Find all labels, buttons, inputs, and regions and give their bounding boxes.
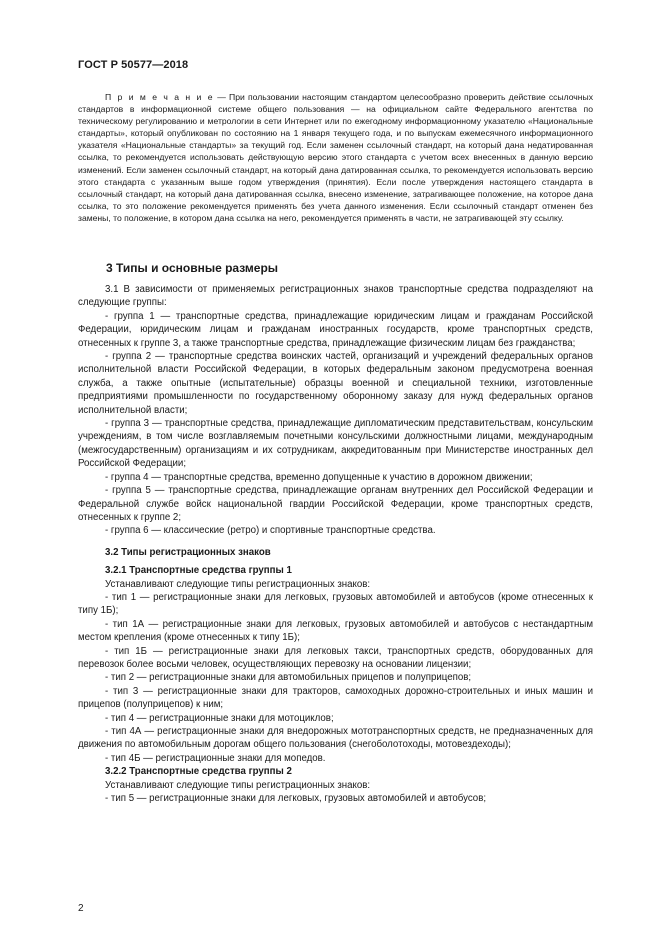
type-item: - тип 2 — регистрационные знаки для автомобильных прицепов и полуприцепов;	[105, 672, 472, 684]
type-item: - тип 1А — регистрационные знаки для легковых, грузовых автомобилей и автобусов с нестандартным местом крепления (кроме отнесенных к типу 1Б);	[78, 618, 593, 644]
subsection-3-2-1-title: 3.2.1 Транспортные средства группы 1	[105, 565, 292, 577]
type-item: - тип 3 — регистрационные знаки для тракторов, самоходных дорожно-строительных и иных машин и прицепов (полуприцепов) к ним;	[78, 685, 593, 711]
intro-paragraph: Устанавливают следующие типы регистрационных знаков:	[105, 779, 371, 791]
group-item: - группа 5 — транспортные средства, принадлежащие органам внутренних дел Российской Федерации и Федеральной службе войск национальной гвардии Российской Федерации, кроме транспортных средств, отнесенных к группе 2;	[78, 485, 593, 523]
section-title: 3 Типы и основные размеры	[106, 261, 279, 275]
intro-paragraph: Устанавливают следующие типы регистрационных знаков:	[105, 578, 371, 590]
type-item: - тип 1Б — регистрационные знаки для легковых такси, транспортных средств, оборудованных для перевозок более восьми человек, осуществляющих перевозку на основании лицензии;	[78, 645, 593, 670]
group-item: - группа 4 — транспортные средства, временно допущенные к участию в дорожном движении;	[105, 471, 533, 483]
type-item: - тип 4А — регистрационные знаки для внедорожных мототранспортных средств, не предназначенных для движения по автомобильным дорогам общего пользования (снегоболотоходы, мотовездеходы);	[78, 726, 593, 751]
note-paragraph	[78, 91, 593, 224]
note-label: П р и м е ч а н и е	[105, 92, 215, 102]
subsection-3-2-title: 3.2 Типы регистрационных знаков	[105, 546, 271, 558]
note-block	[78, 91, 593, 224]
page-number: 2	[78, 903, 84, 914]
subsection-3-2-2-title: 3.2.2 Транспортные средства группы 2	[105, 766, 292, 778]
paragraph-3-1: 3.1 В зависимости от применяемых регистрационных знаков транспортные средства подразделяют на следующие группы:	[78, 284, 593, 309]
group-item: - группа 3 — транспортные средства, принадлежащие дипломатическим представительствам, консульским учреждениям, в том числе возглавляемым почетными консульскими должностными лицами, международным (межгосударственным) организациям и их сотрудникам, аккредитованным при Министерстве иностранных дел Российской Федерации;	[78, 418, 593, 470]
type-item: - тип 1 — регистрационные знаки для легковых, грузовых автомобилей и автобусов (кроме отнесенных к типу 1Б);	[78, 591, 593, 617]
type-item: - тип 4Б — регистрационные знаки для мопедов.	[105, 752, 326, 764]
group-item: - группа 1 — транспортные средства, принадлежащие юридическим лицам и гражданам Российской Федерации, юридическим лицам и гражданам иностранных государств, кроме транспортных средств, отнесенных к группе 3, а также транспортные средства, принадлежащие физическим лицам без гражданства;	[78, 310, 593, 349]
group-item: - группа 2 — транспортные средства воинских частей, организаций и учреждений федеральных органов исполнительной власти Российской Федерации, в которых федеральным законом предусмотрена военная служба, а также опытные (испытательные) образцы военной и специальной техники, изготовленные предприятиями промышленности по государственному оборонному заказу для нужд федеральных органов исполнительной власти;	[78, 351, 593, 416]
document-header: ГОСТ Р 50577—2018	[78, 59, 189, 71]
section-body	[78, 283, 593, 805]
group-item: - группа 6 — классические (ретро) и спортивные транспортные средства.	[105, 525, 436, 537]
type-item: - тип 5 — регистрационные знаки для легковых, грузовых автомобилей и автобусов;	[105, 793, 487, 805]
note-text: — При пользовании настоящим стандартом целесообразно проверить действие ссылочных стандартов в информационной системе общего пользования — на официальном сайте Федерального агентства по техническому регулированию и метрологии в сети Интернет или по ежегодному информационному указателю «Национальные стандарты», который опубликован по состоянию на 1 января текущего года, и по выпускам ежемесячного информационного указателя «Национальные стандарты» за текущий год. Если заменен ссылочный стандарт, на который дана недатированная ссылка, то рекомендуется использовать действующую версию этого стандарта с учетом всех внесенных в данную версию изменений. Если заменен ссылочный стандарт, на который дана датированная ссылка, то рекомендуется использовать версию этого стандарта с указанным выше годом утверждения (принятия). Если после утверждения настоящего стандарта в ссылочный стандарт, на который дана датированная ссылка, внесено изменение, затрагивающее положение, на которое дана ссылка, то это положение рекомендуется применять без учета данного изменения. Если ссылочный стандарт отменен без замены, то положение, в котором дана ссылка на него, рекомендуется применять в части, не затрагивающей эту ссылку.	[78, 92, 594, 223]
type-item: - тип 4 — регистрационные знаки для мотоциклов;	[105, 712, 334, 724]
